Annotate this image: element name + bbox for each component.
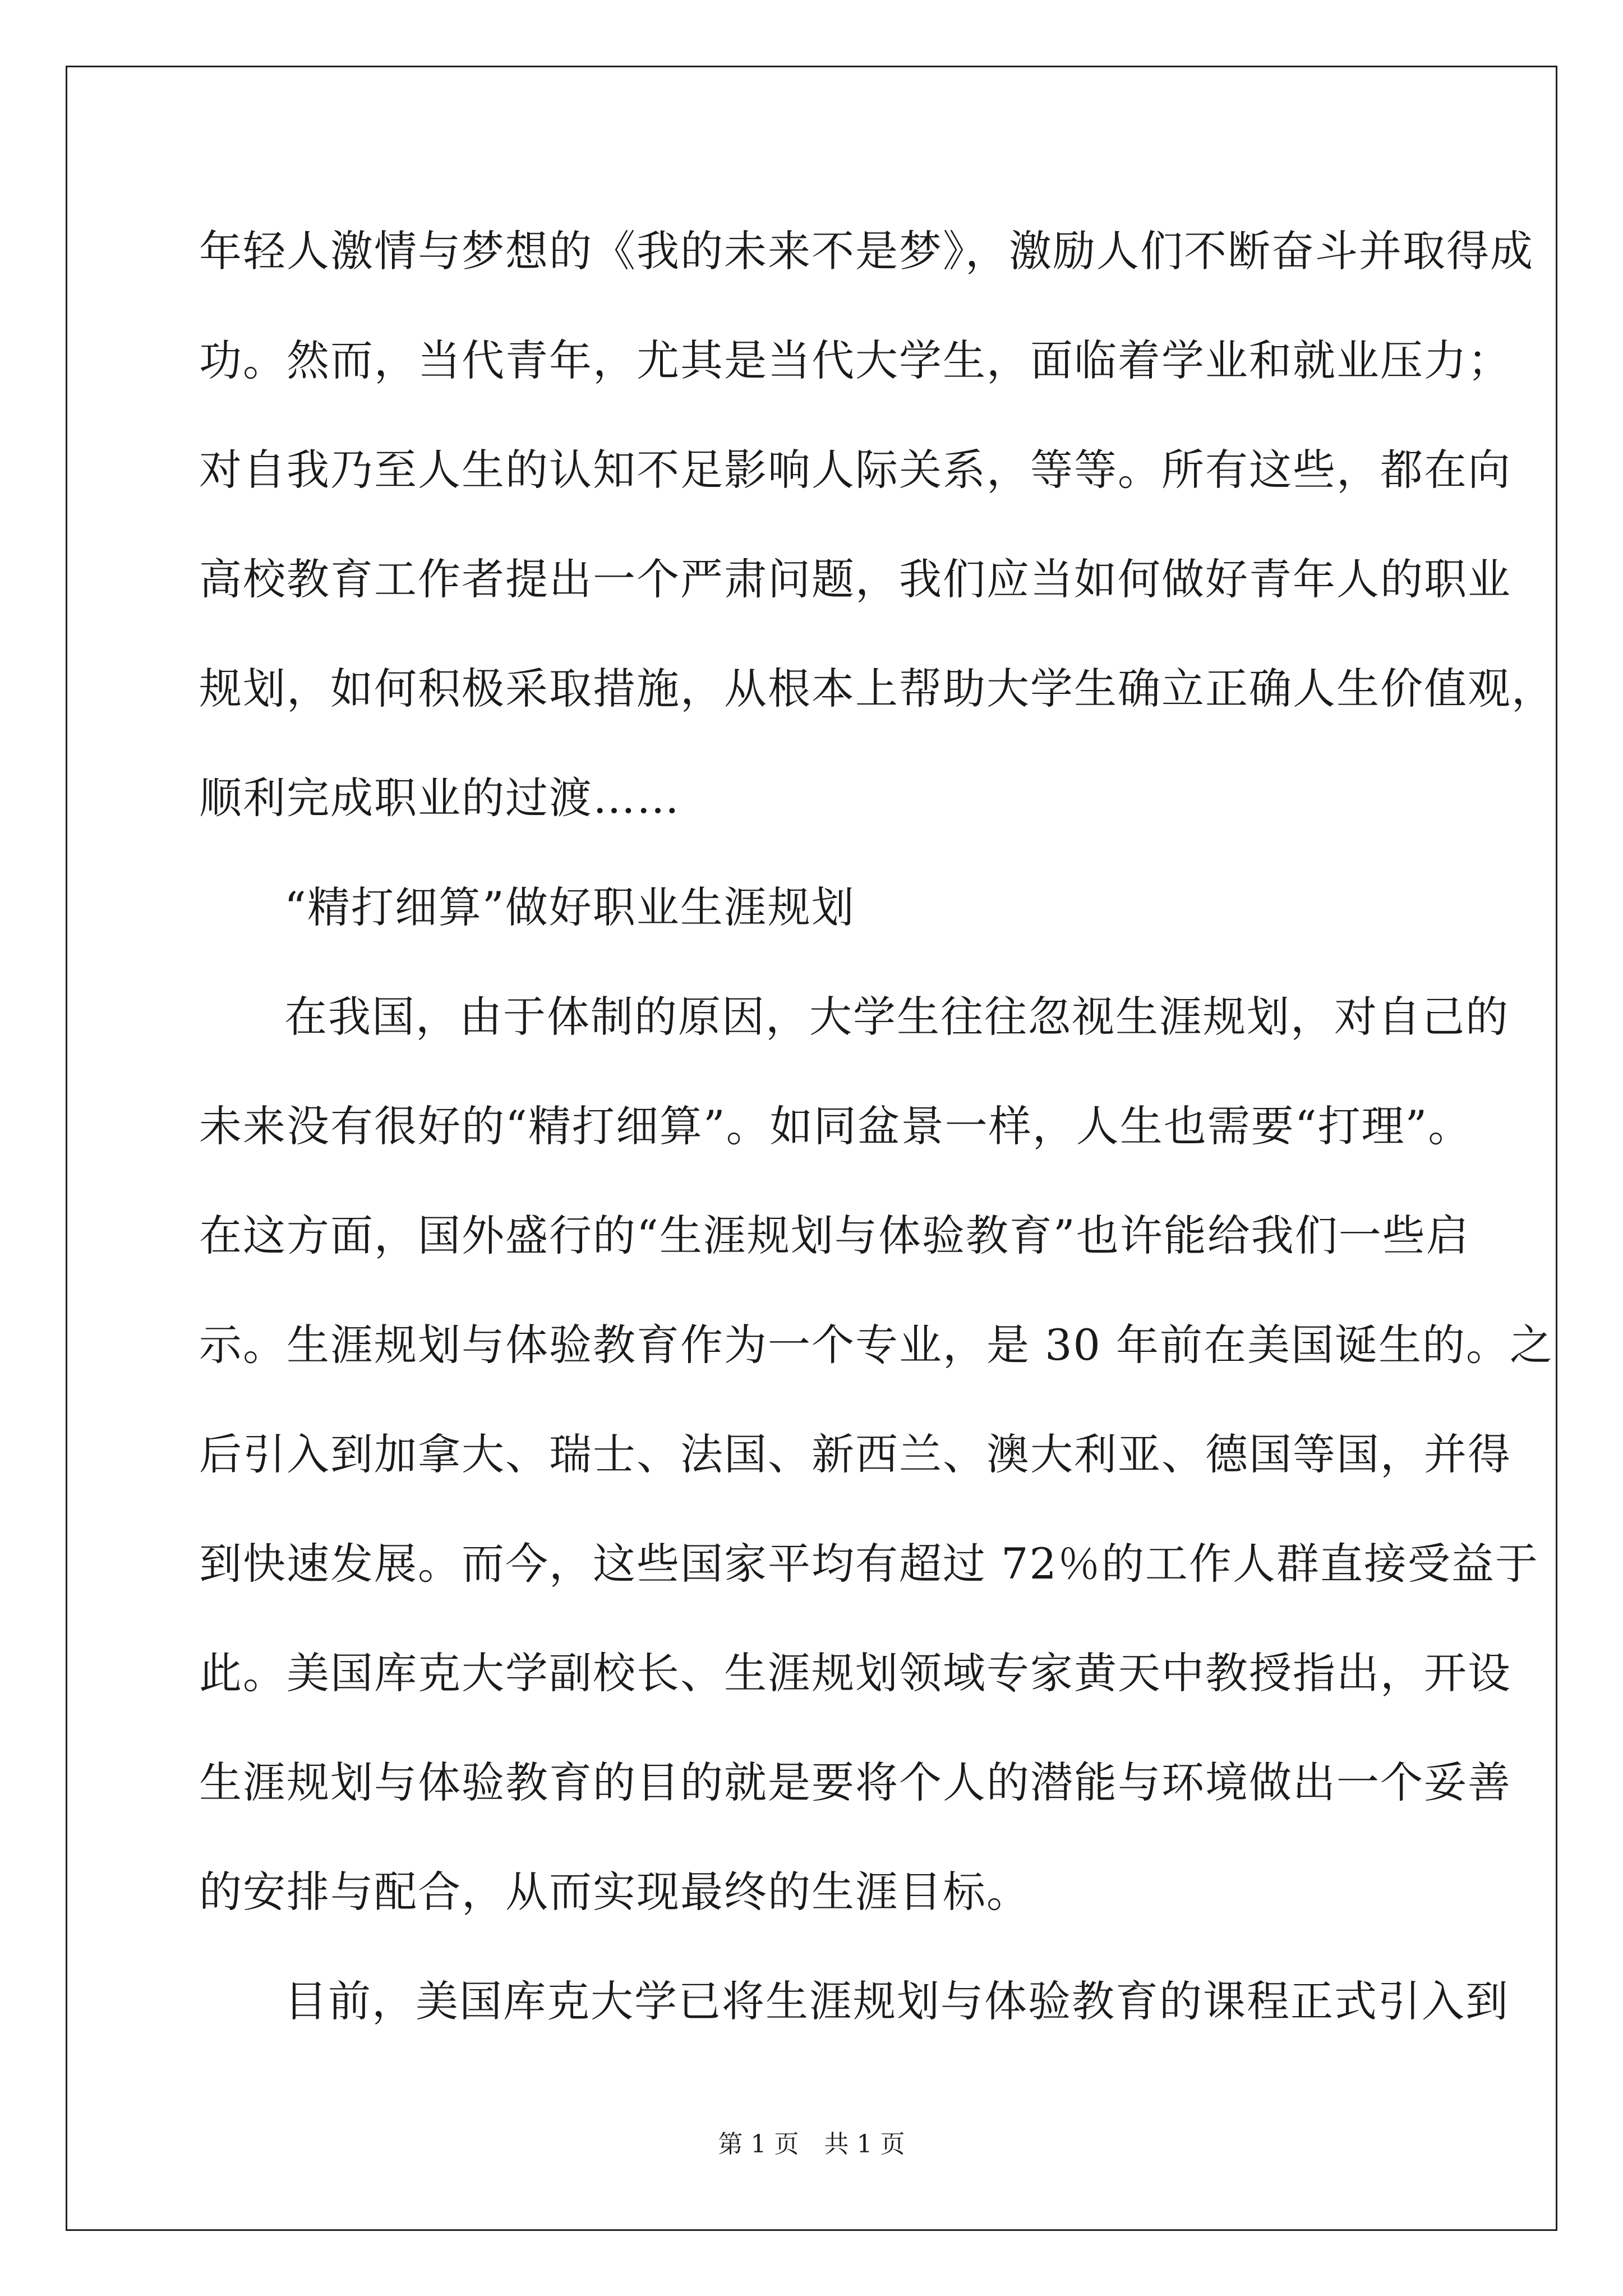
body-line-16: 的安排与配合，从而实现最终的生涯目标。 xyxy=(199,1867,1030,1917)
body-line-10: 在这方面，国外盛行的“生涯规划与体验教育”也许能给我们一些启 xyxy=(199,1211,1470,1260)
page-total: 共 1 页 xyxy=(824,2130,905,2159)
page-footer xyxy=(0,2128,1623,2161)
body-line-11: 示。生涯规划与体验教育作为一个专业，是 30 年前在美国诞生的。之 xyxy=(199,1320,1554,1370)
body-line-3: 对自我乃至人生的认知不足影响人际关系，等等。所有这些，都在向 xyxy=(199,445,1511,495)
body-line-5: 规划，如何积极采取措施，从根本上帮助大学生确立正确人生价值观， xyxy=(199,664,1555,714)
body-line-2: 功。然而，当代青年，尤其是当代大学生，面临着学业和就业压力； xyxy=(199,335,1511,385)
body-line-9: 未来没有很好的“精打细算”。如同盆景一样，人生也需要“打理”。 xyxy=(199,1101,1472,1151)
body-line-14: 此。美国库克大学副校长、生涯规划领域专家黄天中教授指出，开设 xyxy=(199,1648,1511,1698)
body-line-1: 年轻人激情与梦想的《我的未来不是梦》，激励人们不断奋斗并取得成 xyxy=(199,226,1534,276)
body-line-4: 高校教育工作者提出一个严肃问题，我们应当如何做好青年人的职业 xyxy=(199,554,1511,604)
body-line-6: 顺利完成职业的过渡…… xyxy=(199,773,680,823)
body-line-17: 目前，美国库克大学已将生涯规划与体验教育的课程正式引入到 xyxy=(284,1976,1509,2026)
body-line-15: 生涯规划与体验教育的目的就是要将个人的潜能与环境做出一个妥善 xyxy=(199,1757,1511,1807)
section-heading: “精打细算”做好职业生涯规划 xyxy=(284,882,855,932)
page-number: 第 1 页 xyxy=(718,2130,799,2159)
document-body xyxy=(199,213,1555,2073)
body-line-8: 在我国，由于体制的原因，大学生往往忽视生涯规划，对自己的 xyxy=(284,992,1509,1042)
body-line-13: 到快速发展。而今，这些国家平均有超过 72％的工作人群直接受益于 xyxy=(199,1539,1539,1589)
body-line-12: 后引入到加拿大、瑞士、法国、新西兰、澳大利亚、德国等国，并得 xyxy=(199,1429,1511,1479)
